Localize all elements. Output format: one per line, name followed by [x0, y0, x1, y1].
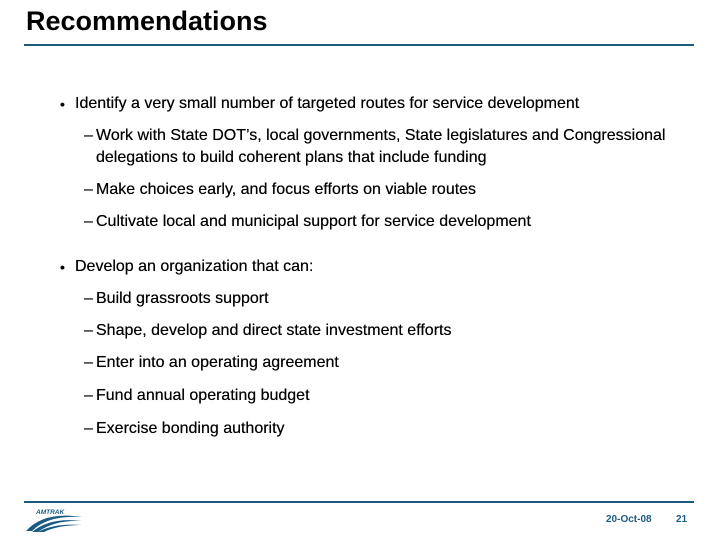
sub-bullet-mark: –	[84, 290, 93, 307]
sub-bullet-mark: –	[84, 420, 93, 437]
amtrak-logo	[24, 505, 84, 533]
sub-bullet-text: Make choices early, and focus efforts on viable routes	[96, 181, 477, 198]
bullet-text: Identify a very small number of targeted routes for service development	[75, 95, 580, 112]
sub-bullet-mark: –	[84, 322, 93, 339]
sub-bullet-mark: –	[84, 213, 93, 230]
page-number: 21	[676, 514, 688, 525]
sub-bullet-text: Shape, develop and direct state investment efforts	[96, 322, 452, 339]
sub-bullet-text: Exercise bonding authority	[96, 420, 285, 437]
bullet-mark: •	[60, 96, 65, 112]
sub-bullet-text: Fund annual operating budget	[96, 387, 310, 404]
sub-bullet-mark: –	[84, 181, 93, 198]
logo-wordmark: AMTRAK	[36, 509, 65, 516]
sub-bullet-text: Work with State DOT’s, local governments, State legislatures and Congressional delegations to build coherent plans that include funding	[96, 127, 666, 166]
bullet-mark: •	[60, 259, 65, 275]
sub-bullet-text: Enter into an operating agreement	[96, 354, 339, 371]
sub-bullet-mark: –	[84, 127, 93, 144]
sub-bullet-text: Cultivate local and municipal support for service development	[96, 213, 531, 230]
footer-divider	[24, 501, 694, 503]
title-divider	[24, 44, 694, 46]
footer-date: 20-Oct-08	[606, 514, 652, 525]
slide-title: Recommendations	[26, 6, 268, 36]
bullet-text: Develop an organization that can:	[75, 258, 314, 275]
sub-bullet-text: Build grassroots support	[96, 290, 269, 307]
sub-bullet-mark: –	[84, 387, 93, 404]
sub-bullet-mark: –	[84, 354, 93, 371]
